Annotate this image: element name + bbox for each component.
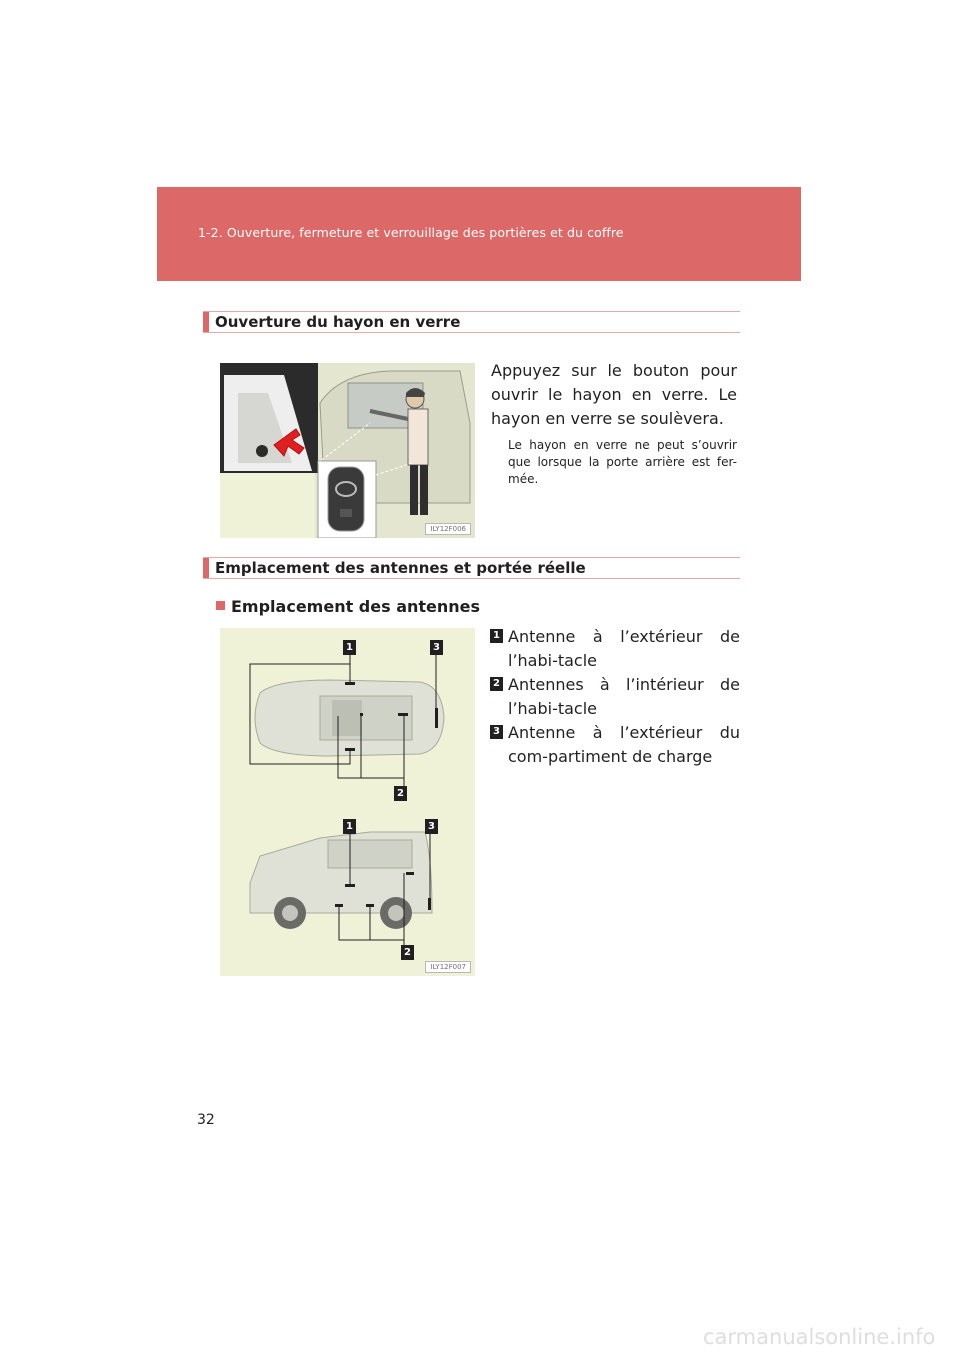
number-badge: 3 bbox=[490, 725, 503, 739]
glass-hatch-illustration bbox=[220, 363, 475, 538]
header-band bbox=[157, 187, 801, 281]
bullet-square-icon bbox=[216, 601, 225, 610]
antenna-diagram bbox=[220, 628, 475, 976]
heading-accent-bar bbox=[203, 312, 209, 332]
watermark: carmanualsonline.info bbox=[703, 1325, 936, 1349]
instruction-text: Appuyez sur le bouton pour ouvrir le hayon en verre. Le hayon en verre se soulèvera. bbox=[491, 361, 737, 428]
section-heading-hayon bbox=[203, 311, 740, 333]
heading-accent-bar bbox=[203, 558, 209, 578]
callout-1: 1 bbox=[343, 640, 356, 655]
callout-1: 1 bbox=[343, 819, 356, 834]
section-title: Ouverture du hayon en verre bbox=[215, 313, 461, 331]
figure-antenna-locations bbox=[220, 628, 475, 976]
subheading-text: Emplacement des antennes bbox=[231, 597, 481, 616]
figure-code: ILY12F006 bbox=[425, 523, 471, 535]
list-item-text: Antenne à l’extérieur de l’habi-tacle bbox=[508, 627, 740, 670]
figure-code: ILY12F007 bbox=[425, 961, 471, 973]
figure-glass-hatch bbox=[220, 363, 475, 538]
list-item-text: Antenne à l’extérieur du com-partiment de charge bbox=[508, 723, 740, 766]
number-badge: 1 bbox=[490, 629, 503, 643]
callout-2: 2 bbox=[401, 945, 414, 960]
breadcrumb: 1-2. Ouverture, fermeture et verrouillage des portières et du coffre bbox=[198, 225, 624, 240]
list-item-text: Antennes à l’intérieur de l’habi-tacle bbox=[508, 675, 740, 718]
subheading bbox=[216, 597, 480, 616]
callout-3: 3 bbox=[430, 640, 443, 655]
note-text: Le hayon en verre ne peut s’ouvrir que lorsque la porte arrière est fer-mée. bbox=[508, 438, 737, 486]
number-badge: 2 bbox=[490, 677, 503, 691]
section-title: Emplacement des antennes et portée réelle bbox=[215, 559, 586, 577]
callout-2: 2 bbox=[394, 786, 407, 801]
page-number: 32 bbox=[197, 1112, 215, 1128]
callout-3: 3 bbox=[425, 819, 438, 834]
section-heading-antennes bbox=[203, 557, 740, 579]
